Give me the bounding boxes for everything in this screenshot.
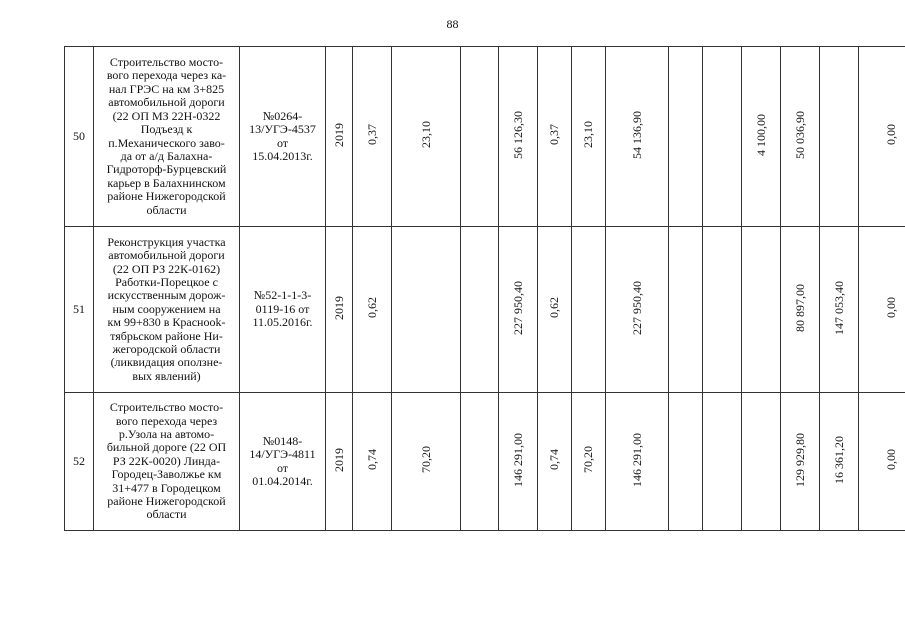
- cell-c13-text: 0,00: [884, 297, 898, 319]
- cell-c10: [742, 47, 781, 227]
- cell-c2: [392, 47, 461, 227]
- cell-c2: [392, 393, 461, 531]
- cell-doc-text: №52-1-1-3- 0119-16 от 11.05.2016г.: [252, 288, 313, 330]
- cell-c13: [859, 227, 905, 393]
- cell-c10: [742, 393, 781, 531]
- cell-c4-text: 146 291,00: [510, 432, 525, 487]
- cell-year: [326, 227, 353, 393]
- cell-name: [94, 393, 240, 531]
- cell-doc-text: №0264- 13/УГЭ-4537 от 15.04.2013г.: [249, 108, 316, 163]
- objects-table: [64, 46, 905, 531]
- cell-c8: [669, 393, 703, 531]
- cell-c11-text: 80 897,00: [792, 283, 807, 332]
- cell-year-text: 2019: [331, 295, 346, 320]
- cell-year: [326, 393, 353, 531]
- table-row: [65, 47, 905, 227]
- cell-c1: [353, 393, 392, 531]
- cell-c5-text: 0,74: [547, 449, 561, 471]
- cell-c11-text: 129 929,80: [792, 432, 807, 487]
- cell-c7-text: 227 950,40: [629, 280, 644, 335]
- cell-c12: [820, 393, 859, 531]
- cell-c9: [703, 227, 742, 393]
- cell-c6-text: 23,10: [581, 121, 595, 149]
- cell-c1-text: 0,37: [364, 124, 379, 146]
- cell-no: [65, 227, 94, 393]
- cell-c13: [859, 47, 905, 227]
- cell-no-text: 52: [73, 453, 85, 468]
- cell-c4: [499, 393, 538, 531]
- cell-c7: [606, 393, 669, 531]
- cell-doc: [240, 47, 326, 227]
- cell-c13: [859, 393, 905, 531]
- page-number: 88: [446, 17, 459, 31]
- cell-doc: [240, 227, 326, 393]
- cell-no: [65, 393, 94, 531]
- cell-c6: [572, 227, 606, 393]
- cell-name-text: Строительство мосто- вого перехода через ка- нал ГРЭС на км 3+825 автомобильной дороги (22 ОП МЗ 22Н-0322 Подъезд к п.Механического заво- да от а/д Балахна- Гидроторф-Бурцевский карьер в Балахнинском районе Нижегородской области: [106, 55, 227, 217]
- cell-c12: [820, 47, 859, 227]
- cell-c4: [499, 227, 538, 393]
- cell-c7-text: 54 136,90: [629, 110, 644, 159]
- cell-c13-text: 0,00: [884, 124, 898, 146]
- cell-no: [65, 47, 94, 227]
- cell-c11-text: 50 036,90: [792, 110, 807, 159]
- cell-c11: [781, 393, 820, 531]
- cell-doc-text: №0148- 14/УГЭ-4811 от 01.04.2014г.: [249, 433, 316, 488]
- cell-c1-text: 0,74: [364, 449, 379, 471]
- cell-c1-text: 0,62: [364, 297, 379, 319]
- cell-c3: [461, 227, 499, 393]
- cell-c1: [353, 227, 392, 393]
- cell-name: [94, 227, 240, 393]
- table-row: [65, 393, 905, 531]
- cell-year-text: 2019: [331, 122, 346, 147]
- cell-c8: [669, 47, 703, 227]
- cell-c6: [572, 393, 606, 531]
- cell-c4-text: 56 126,30: [510, 110, 525, 159]
- cell-c12: [820, 227, 859, 393]
- cell-c9: [703, 393, 742, 531]
- cell-c4: [499, 47, 538, 227]
- cell-name-text: Реконструкция участка автомобильной дороги (22 ОП РЗ 22К-0162) Работки-Порецкое с искусственным дорож- ным сооружением на км 99+830 в Краснооk- тябрьском районе Ни- жегородской области (ликвидация оползне- вых явлений): [107, 234, 226, 383]
- cell-no-text: 51: [73, 301, 85, 316]
- cell-c10: [742, 227, 781, 393]
- cell-c3: [461, 393, 499, 531]
- cell-c3: [461, 47, 499, 227]
- cell-c5: [538, 393, 572, 531]
- cell-c2-text: 70,20: [418, 446, 433, 474]
- cell-c5-text: 0,37: [547, 124, 561, 146]
- cell-year-text: 2019: [331, 447, 346, 472]
- cell-name: [94, 47, 240, 227]
- cell-c7: [606, 47, 669, 227]
- cell-c7-text: 146 291,00: [629, 432, 644, 487]
- cell-c10-text: 4 100,00: [753, 113, 768, 156]
- table-row: [65, 227, 905, 393]
- cell-year: [326, 47, 353, 227]
- cell-c12-text: 147 053,40: [831, 280, 846, 335]
- cell-c8: [669, 227, 703, 393]
- cell-c2: [392, 227, 461, 393]
- cell-c12-text: 16 361,20: [831, 435, 846, 484]
- cell-c5: [538, 227, 572, 393]
- cell-c11: [781, 227, 820, 393]
- cell-c5: [538, 47, 572, 227]
- cell-doc: [240, 393, 326, 531]
- cell-c4-text: 227 950,40: [510, 280, 525, 335]
- cell-no-text: 50: [73, 128, 85, 143]
- cell-c1: [353, 47, 392, 227]
- cell-c5-text: 0,62: [547, 297, 561, 319]
- cell-c6: [572, 47, 606, 227]
- cell-c2-text: 23,10: [418, 121, 433, 149]
- cell-c7: [606, 227, 669, 393]
- cell-c9: [703, 47, 742, 227]
- cell-name-text: Строительство мосто- вого перехода через р.Узола на автомо- бильной дороге (22 ОП РЗ 22К-0020) Линда- Городец-Заволжье км 31+477 в Городецком районе Нижегородской области: [106, 400, 227, 522]
- cell-c6-text: 70,20: [581, 446, 595, 474]
- cell-c11: [781, 47, 820, 227]
- cell-c13-text: 0,00: [884, 449, 898, 471]
